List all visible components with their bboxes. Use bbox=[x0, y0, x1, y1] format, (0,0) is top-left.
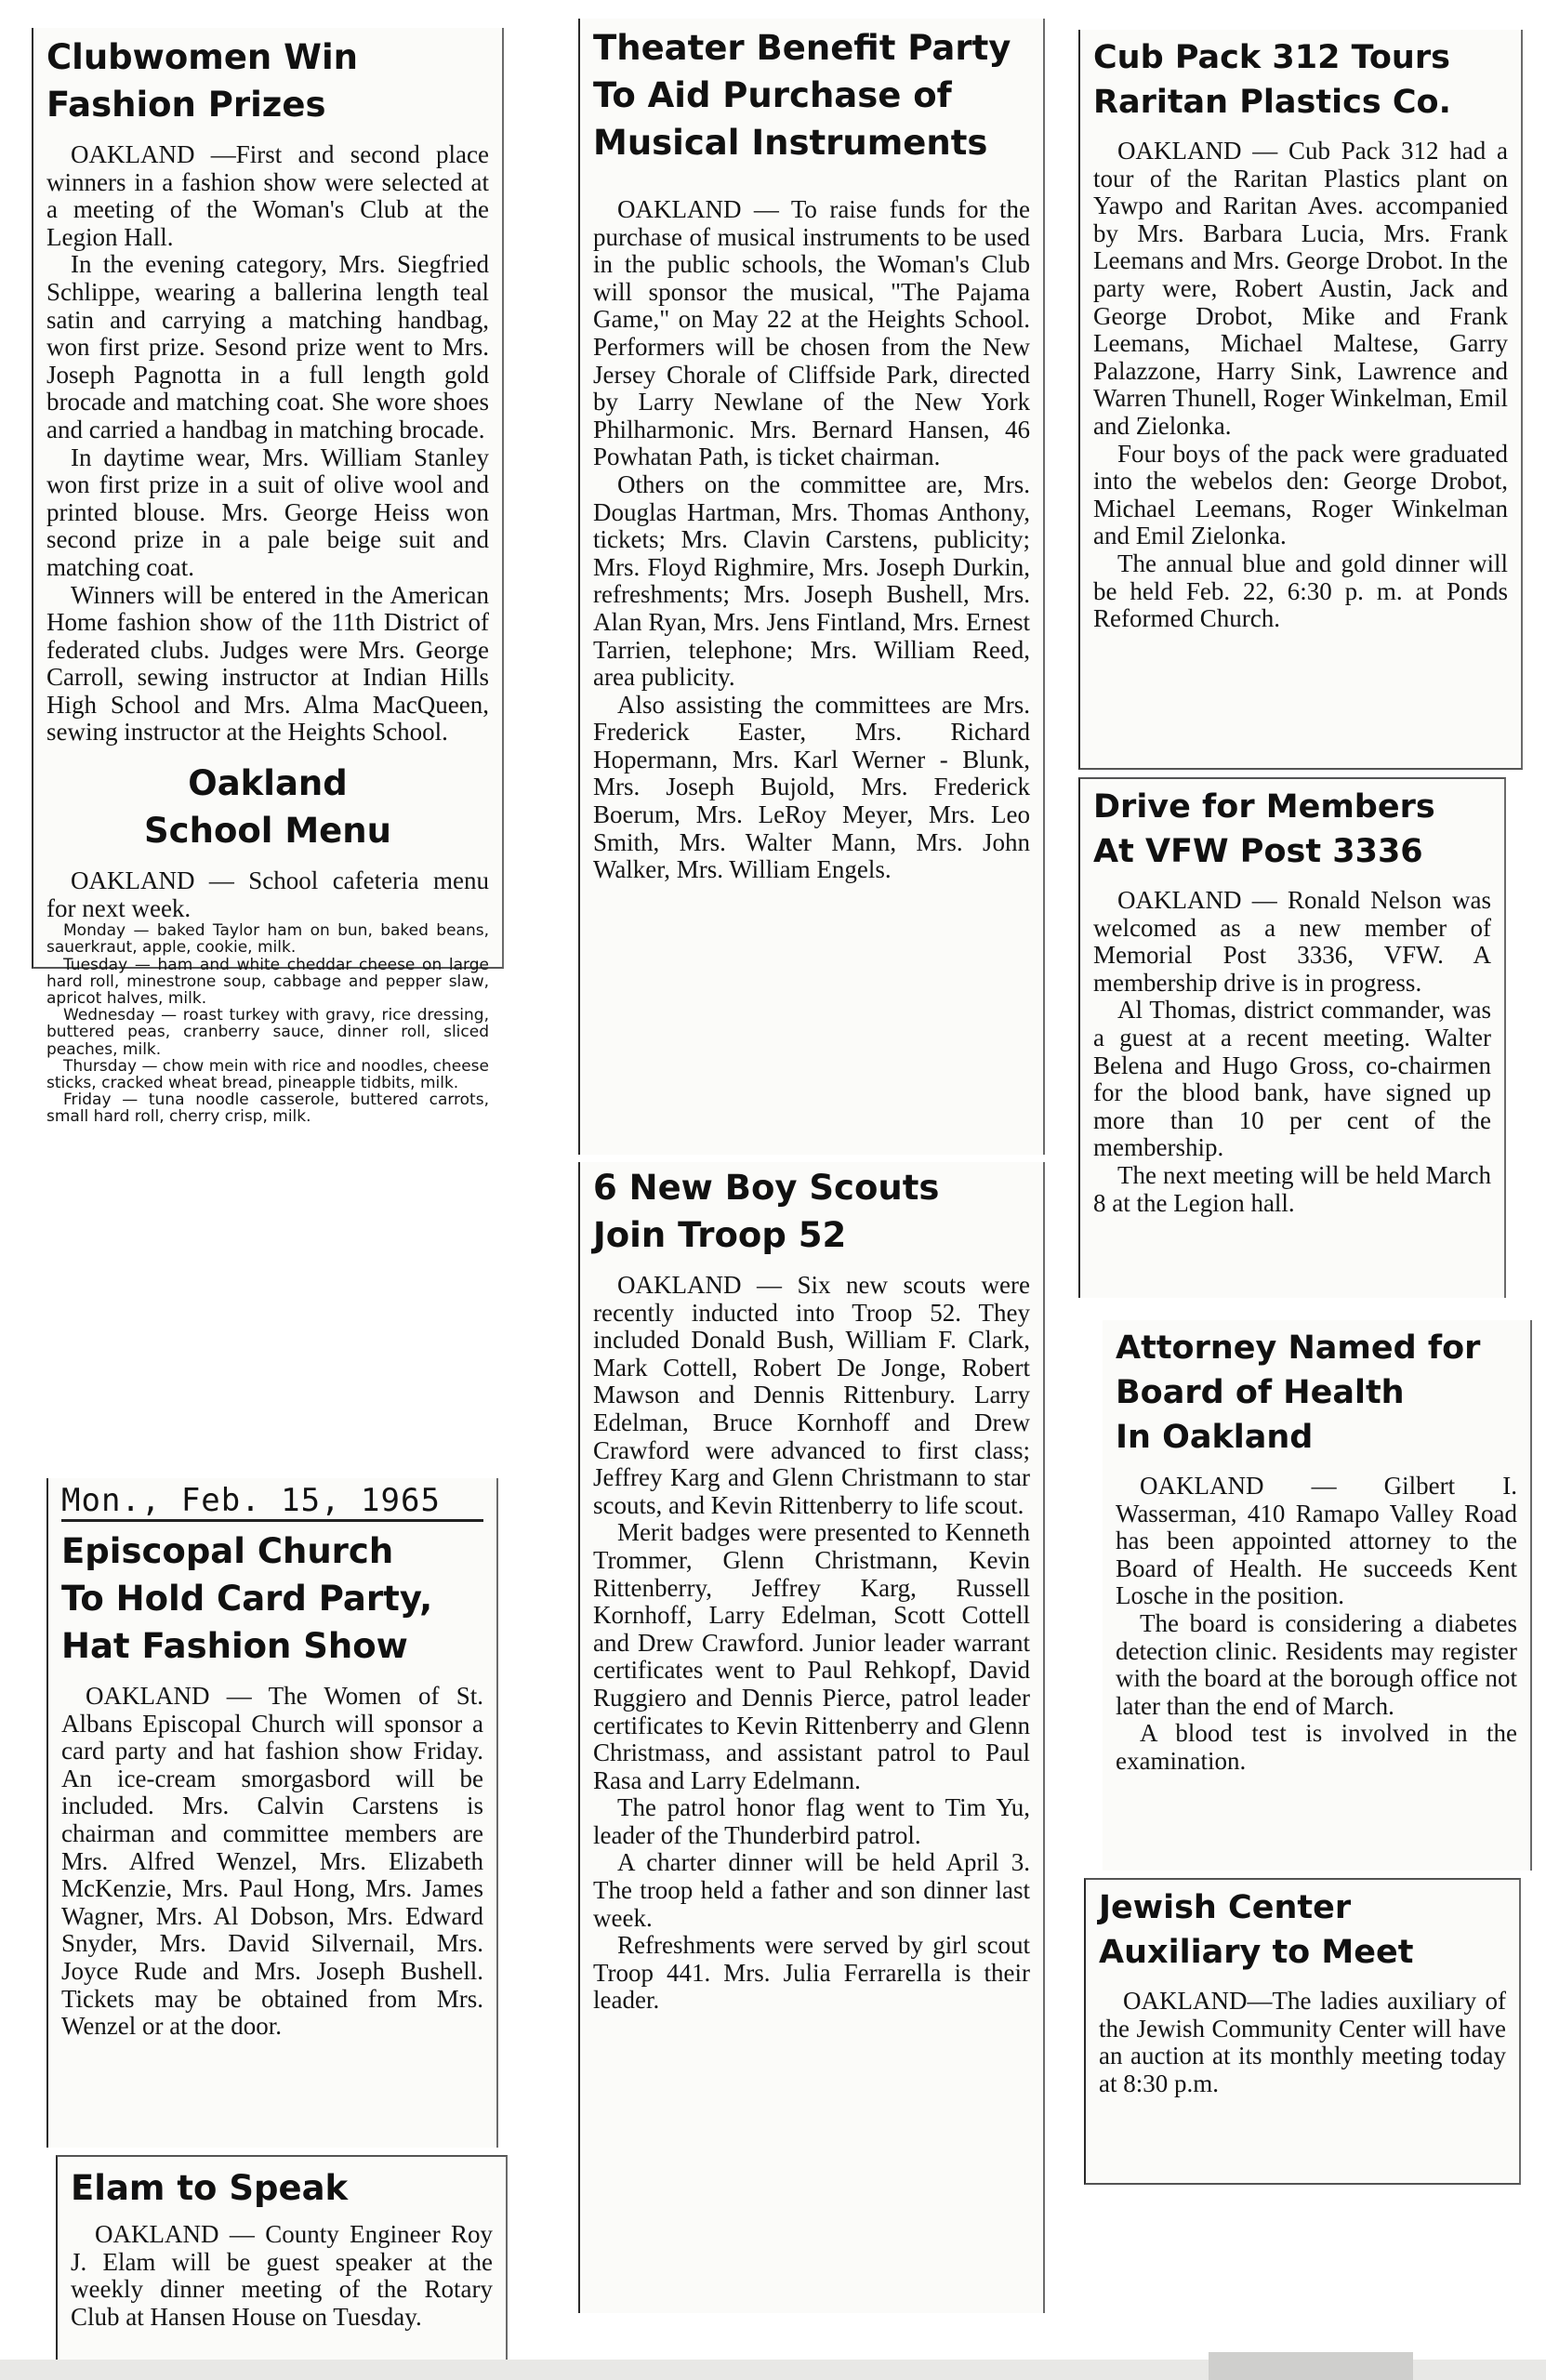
paragraph: In the evening category, Mrs. Siegfried Schlippe, wearing a ballerina length teal satin and carrying a matching handbag, won first prize. Sesond prize went to Mrs. Joseph Pagnotta in a full length gold brocade and matching coat. She wore shoes and carried a handbag in matching brocade. bbox=[46, 250, 489, 443]
headline-line: Oakland bbox=[188, 763, 348, 804]
article-body bbox=[46, 141, 489, 747]
headline-line: Episcopal Church bbox=[61, 1531, 394, 1571]
headline-line: To Hold Card Party, bbox=[61, 1579, 433, 1619]
headline bbox=[1093, 785, 1491, 874]
headline-line: 6 New Boy Scouts bbox=[593, 1168, 940, 1208]
headline-line: Fashion Prizes bbox=[46, 85, 326, 125]
scan-edge-mark bbox=[1209, 2352, 1413, 2380]
article-episcopal bbox=[46, 1478, 498, 2148]
headline-line: Raritan Plastics Co. bbox=[1093, 84, 1451, 121]
article-body bbox=[1093, 138, 1508, 633]
menu-item: Thursday — chow mein with rice and noodles, cheese sticks, cracked wheat bread, pineapple tidbits, milk. bbox=[46, 1056, 489, 1093]
menu-intro bbox=[46, 867, 489, 922]
paragraph: OAKLAND — School cafeteria menu for next week. bbox=[46, 866, 489, 922]
headline bbox=[71, 2164, 493, 2212]
paragraph: Winners will be entered in the American Home fashion show of the 11th District of federated clubs. Judges were Mrs. George Carroll, sewing instructor at Indian Hills High School and Mrs. Alma MacQueen, sewing instructor at the Heights School. bbox=[46, 580, 489, 747]
headline-line: Drive for Members bbox=[1093, 788, 1435, 826]
article-theater bbox=[578, 19, 1045, 1155]
headline-line: Elam to Speak bbox=[71, 2168, 349, 2208]
article-body bbox=[1093, 887, 1491, 1217]
headline-line: Cub Pack 312 Tours bbox=[1093, 39, 1450, 76]
headline bbox=[1116, 1326, 1517, 1460]
article-body bbox=[593, 196, 1030, 884]
paragraph: Merit badges were presented to Kenneth Trommer, Glenn Christmann, Kevin Rittenberry, Jeffrey Karg, Russell Kornhoff, Larry Edelman, Scott Cottell and Drew Crawford. Junior leader warrant certificates went to Paul Rehkopf, David Ruggiero and Dennis Pierce, patrol leader certificates to Kevin Rittenberry and Glenn Christmass, and assistant patrol to Paul Rasa and Larry Edelmann. bbox=[593, 1518, 1030, 1794]
paragraph: OAKLAND — Ronald Nelson was welcomed as a new member of Memorial Post 3336, VFW. A membership drive is in progress. bbox=[1093, 886, 1491, 997]
paragraph: The next meeting will be held March 8 at the Legion hall. bbox=[1093, 1160, 1491, 1217]
paragraph: A blood test is involved in the examination. bbox=[1116, 1719, 1517, 1775]
menu-list bbox=[46, 922, 489, 1125]
headline-line: Hat Fashion Show bbox=[61, 1626, 408, 1666]
headline-line: Attorney Named for bbox=[1116, 1329, 1481, 1367]
menu-item: Monday — baked Taylor ham on bun, baked beans, sauerkraut, apple, cookie, milk. bbox=[46, 921, 489, 958]
paragraph: Refreshments were served by girl scout Troop 441. Mrs. Julia Ferrarella is their leader. bbox=[593, 1931, 1030, 2015]
headline bbox=[61, 1527, 483, 1670]
article-elam bbox=[56, 2155, 508, 2380]
menu-item: Wednesday — roast turkey with gravy, rice dressing, buttered peas, cranberry sauce, dinner roll, sliced peaches, milk. bbox=[46, 1006, 489, 1059]
headline bbox=[593, 24, 1030, 166]
article-scouts bbox=[578, 1162, 1045, 2313]
headline bbox=[1099, 1885, 1506, 1975]
paragraph: The annual blue and gold dinner will be held Feb. 22, 6:30 p. m. at Ponds Reformed Church. bbox=[1093, 549, 1508, 633]
headline bbox=[593, 1164, 1030, 1259]
headline bbox=[46, 33, 489, 128]
article-vfw bbox=[1078, 777, 1506, 1298]
headline-line: Theater Benefit Party bbox=[593, 28, 1011, 68]
paragraph: OAKLAND — Gilbert I. Wasserman, 410 Ramapo Valley Road has been appointed attorney to the Board of Health. He succeeds Kent Losche in the position. bbox=[1116, 1472, 1517, 1610]
dateline: Mon., Feb. 15, 1965 bbox=[61, 1482, 483, 1522]
paragraph: A charter dinner will be held April 3. The troop held a father and son dinner last week. bbox=[593, 1848, 1030, 1932]
article-body bbox=[593, 1272, 1030, 2015]
paragraph: The board is considering a diabetes detection clinic. Residents may register with the board at the borough office not later than the end of March. bbox=[1116, 1608, 1517, 1720]
paragraph: Four boys of the pack were graduated into the webelos den: George Drobot, Michael Leemans, Roger Winkelman and Emil Zielonka. bbox=[1093, 439, 1508, 550]
headline-line: At VFW Post 3336 bbox=[1093, 833, 1423, 870]
article-attorney bbox=[1103, 1320, 1532, 1871]
paragraph: OAKLAND —First and second place winners in a fashion show were selected at a meeting of the Woman's Club at the Legion Hall. bbox=[46, 140, 489, 251]
article-cubpack bbox=[1078, 30, 1523, 770]
headline-line: Board of Health bbox=[1116, 1374, 1405, 1411]
headline-line: Jewish Center bbox=[1099, 1889, 1352, 1926]
headline bbox=[1093, 35, 1508, 125]
article-body bbox=[71, 2221, 493, 2331]
article-jewish bbox=[1084, 1878, 1521, 2185]
paragraph: OAKLAND — County Engineer Roy J. Elam will be guest speaker at the weekly dinner meeting of the Rotary Club at Hansen House on Tuesday. bbox=[71, 2220, 493, 2331]
article-clubwomen bbox=[32, 28, 504, 1127]
article-body bbox=[61, 1683, 483, 2041]
paragraph: OAKLAND — Six new scouts were recently inducted into Troop 52. They included Donald Bush, William F. Clark, Mark Cottell, Robert De Jonge, Robert Mawson and Dennis Rittenbury. Larry Edelman, Bruce Kornhoff and Drew Crawford were advanced to first class; Jeffrey Karg and Glenn Christmann to star scouts, and Kevin Rittenberry to life scout. bbox=[593, 1271, 1030, 1519]
headline bbox=[46, 760, 489, 854]
paragraph: The patrol honor flag went to Tim Yu, leader of the Thunderbird patrol. bbox=[593, 1793, 1030, 1849]
headline-line: To Aid Purchase of bbox=[593, 75, 952, 115]
headline-line: Musical Instruments bbox=[593, 123, 988, 163]
headline-line: Auxiliary to Meet bbox=[1099, 1934, 1414, 1971]
paragraph: In daytime wear, Mrs. William Stanley won first prize in a suit of olive wool and printed blouse. Mrs. George Heiss won second prize in a pale beige suit and matching coat. bbox=[46, 443, 489, 581]
menu-item: Tuesday — ham and white cheddar cheese on large hard roll, minestrone soup, cabbage and pepper slaw, apricot halves, milk. bbox=[46, 955, 489, 1009]
headline-line: Join Troop 52 bbox=[593, 1215, 847, 1255]
headline-line: In Oakland bbox=[1116, 1419, 1314, 1456]
paragraph: OAKLAND—The ladies auxiliary of the Jewish Community Center will have an auction at its monthly meeting today at 8:30 p.m. bbox=[1099, 1987, 1506, 2097]
paragraph: Others on the committee are, Mrs. Douglas Hartman, Mrs. Thomas Anthony, tickets; Mrs. Clavin Carstens, publicity; Mrs. Floyd Righmire, Mrs. Joseph Durkin, refreshments; Mrs. Joseph Bushell, Mrs. Alan Ryan, Mrs. Jens Fintland, Mrs. Ernest Tarrien, telephone; Mrs. William Reed, area publicity. bbox=[593, 469, 1030, 692]
paragraph: OAKLAND — Cub Pack 312 had a tour of the Raritan Plastics plant on Yawpo and Raritan Aves. accompanied by Mrs. Barbara Lucia, Mrs. Frank Leemans and Mrs. George Drobot. In the party were, Robert Austin, Jack and George Drobot, Mike and Frank Leemans, Michael Maltese, Garry Palazzone, Harry Sink, Lawrence and Warren Thunell, Roger Winkelman, Emil and Zielonka. bbox=[1093, 137, 1508, 440]
menu-item: Friday — tuna noodle casserole, buttered carrots, small hard roll, cherry crisp, milk. bbox=[46, 1091, 489, 1127]
article-body bbox=[1099, 1988, 1506, 2097]
headline-line: School Menu bbox=[144, 811, 391, 852]
paragraph: Al Thomas, district commander, was a guest at a recent meeting. Walter Belena and Hugo Gross, co-chairmen for the blood bank, have signed up more than 10 per cent of the membership. bbox=[1093, 996, 1491, 1162]
paragraph: OAKLAND — To raise funds for the purchase of musical instruments to be used in the public schools, the Woman's Club will sponsor the musical, "The Pajama Game," on May 22 at the Heights School. Performers will be chosen from the New Jersey Chorale of Cliffside Park, directed by Larry Newlane of the New York Philharmonic. Mrs. Bernard Hansen, 46 Powhatan Path, is ticket chairman. bbox=[593, 195, 1030, 471]
paragraph: Also assisting the committees are Mrs. Frederick Easter, Mrs. Richard Hopermann, Mrs. Karl Werner - Blunk, Mrs. Joseph Bujold, Mrs. Frederick Boerum, Mrs. LeRoy Meyer, Mrs. Leo Smith, Mrs. Walter Mann, Mrs. John Walker, Mrs. William Engels. bbox=[593, 690, 1030, 884]
paragraph: OAKLAND — The Women of St. Albans Episcopal Church will sponsor a card party and hat fashion show Friday. An ice-cream smorgasbord will be included. Mrs. Calvin Carstens is chairman and committee members are Mrs. Alfred Wenzel, Mrs. Elizabeth McKenzie, Mrs. Paul Hong, Mrs. James Wagner, Mrs. Al Dobson, Mrs. Edward Snyder, Mrs. David Silvernail, Mrs. Joyce Rude and Mrs. Joseph Bushell. Tickets may be obtained from Mrs. Wenzel or at the door. bbox=[61, 1682, 483, 2041]
article-body bbox=[1116, 1473, 1517, 1776]
headline-line: Clubwomen Win bbox=[46, 37, 358, 77]
